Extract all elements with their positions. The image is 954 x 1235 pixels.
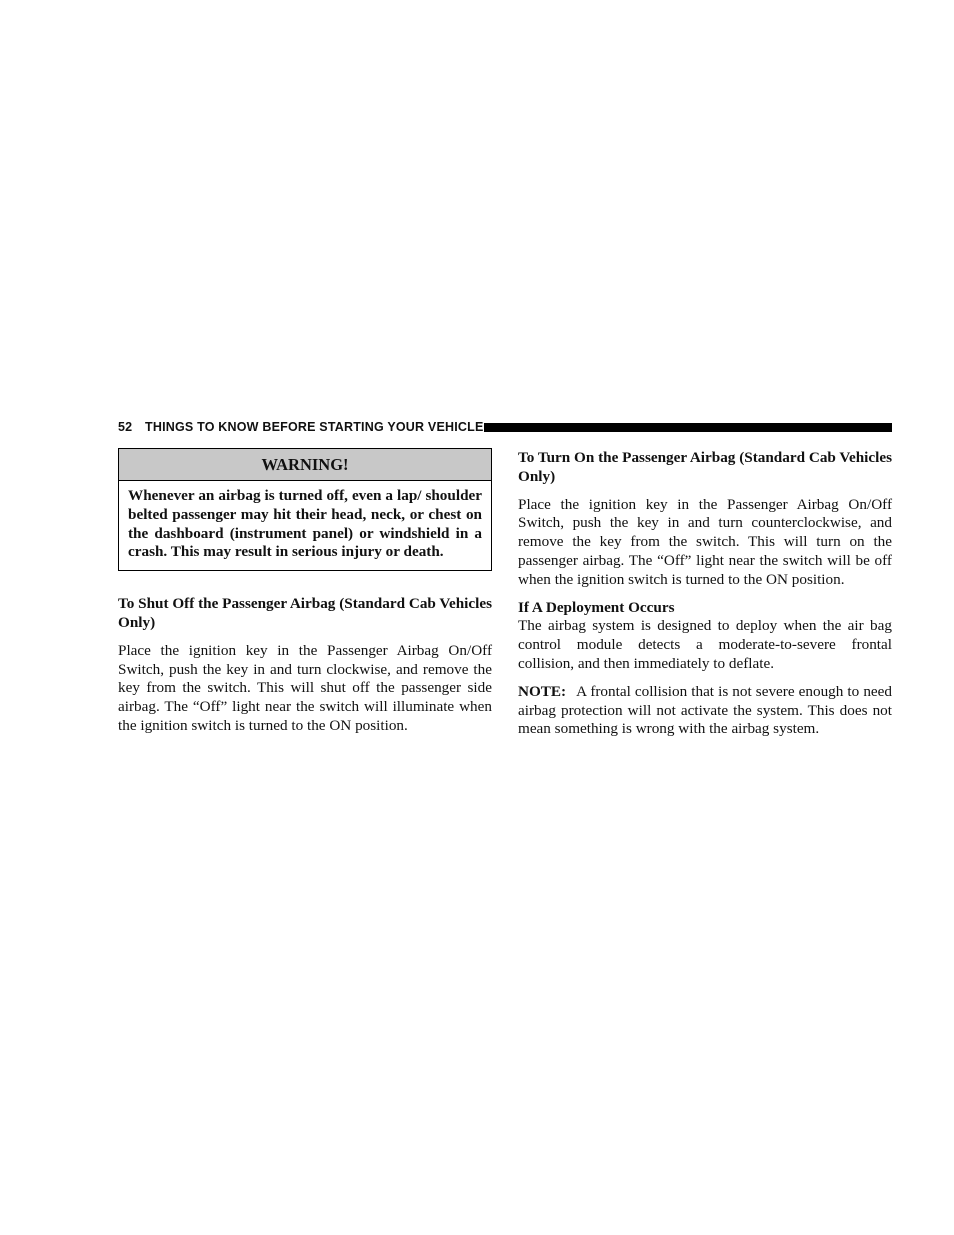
warning-title: WARNING! [119,449,491,481]
left-column [118,448,492,736]
turn-on-text: Place the ignition key in the Passenger Airbag On/Off Switch, push the key in and turn counterclockwise, and remove the key from the switch. This will turn on the passenger airbag. The “Off” light near the switch will be off when the ignition switch is turned to the ON position. [518,495,892,588]
note-text: A frontal collision that is not severe enough to need airbag protection will not activate the system. This does not mean something is wrong with the airbag system. [518,682,892,738]
warning-text: Whenever an airbag is turned off, even a lap/ shoulder belted passenger may hit their head, neck, or chest on the dashboard (instrument panel) or windshield in a crash. This may result in serious injury or death. [128,487,482,561]
page-number: 52 [118,420,133,434]
page-header [118,419,892,437]
note-label: NOTE: [518,682,567,700]
note-paragraph [518,683,892,739]
deployment-text: The airbag system is designed to deploy when the air bag control module detects a moderate-to-severe frontal collision, and then immediately to deflate. [518,617,892,672]
warning-box [118,448,492,571]
shut-off-heading: To Shut Off the Passenger Airbag (Standard Cab Vehicles Only) [118,595,492,631]
shut-off-text: Place the ignition key in the Passenger Airbag On/Off Switch, push the key in and turn clockwise, and remove the key from the switch. This will shut off the passenger side airbag. The “Off” light near the switch will illuminate when the ignition switch is turned to the ON position. [118,641,492,734]
right-column [518,449,892,739]
header-rule [484,423,892,432]
deployment-heading: If A Deployment Occurs [518,598,675,616]
section-title: THINGS TO KNOW BEFORE STARTING YOUR VEHICLE [145,420,484,434]
turn-on-heading: To Turn On the Passenger Airbag (Standard Cab Vehicles Only) [518,449,892,485]
